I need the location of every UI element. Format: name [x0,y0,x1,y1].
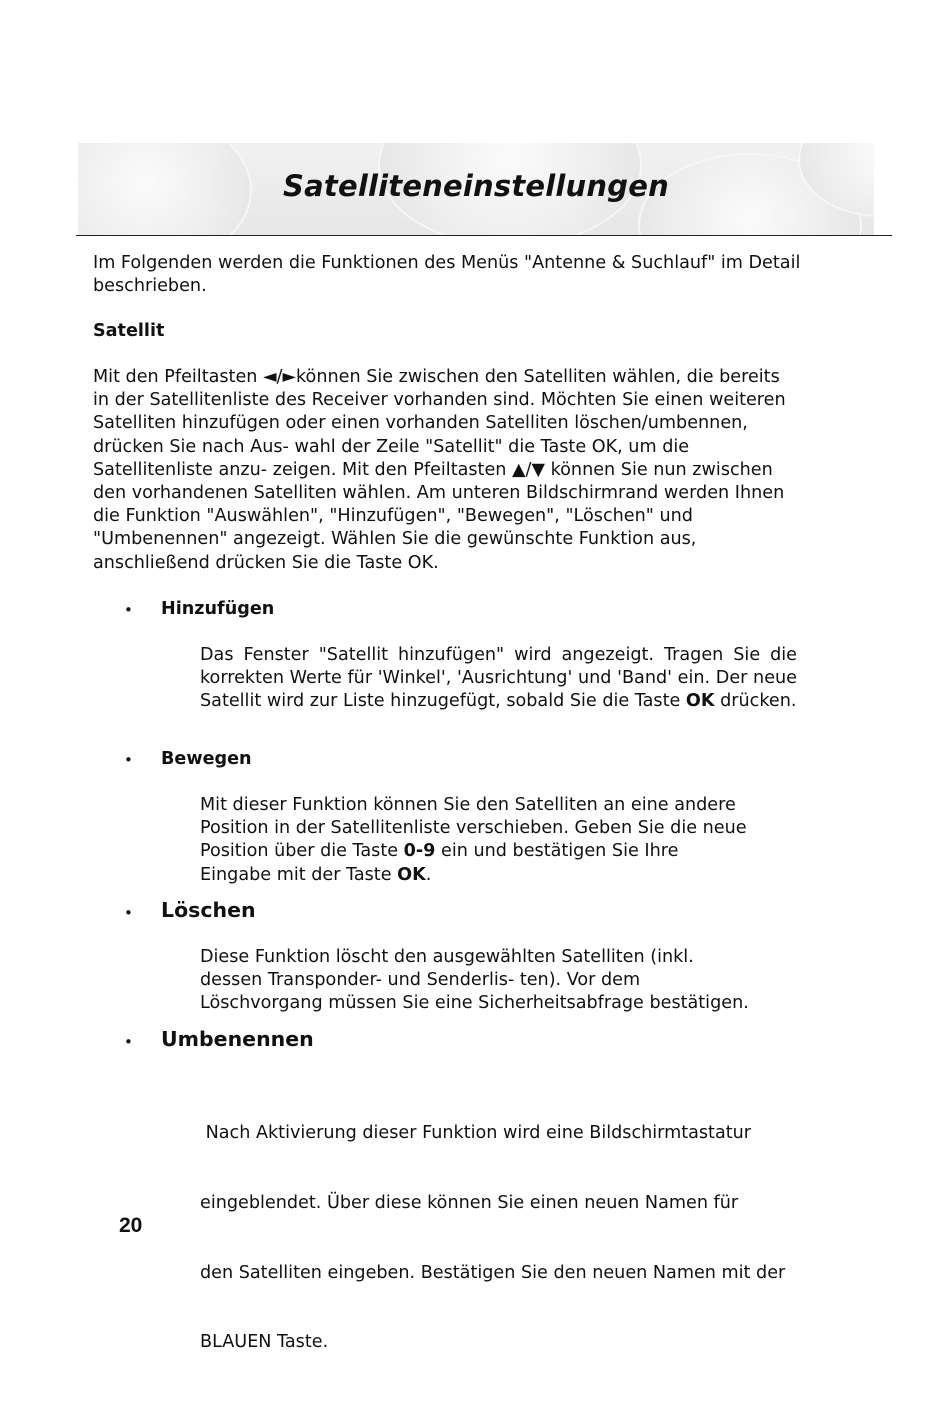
body-line: den vorhandenen Satelliten wählen. Am unteren Bildschirmrand werden Ihnen [93,483,785,504]
bullet-title-hinzufuegen: Hinzufügen [161,599,275,619]
bullet-line [200,864,840,887]
bullet-line: BLAUEN Taste. [200,1332,329,1353]
bullet-line: Mit dieser Funktion können Sie den Satelliten an eine andere [200,795,736,815]
intro-paragraph: Im Folgenden werden die Funktionen des Menüs "Antenne & Suchlauf" im Detail beschrieben. [93,253,801,297]
bullet-line [200,840,840,863]
bullet-title-loeschen: Löschen [161,898,256,922]
bullet-line: Löschvorgang müssen Sie eine Sicherheitsabfrage bestätigen. [200,993,749,1014]
body-line: die Funktion "Auswählen", "Hinzufügen", "Bewegen", "Löschen" und [93,506,693,527]
body-line: Satelliten hinzufügen oder einen vorhanden Satelliten löschen/umbennen, [93,413,748,434]
body-line: "Umbenennen" angezeigt. Wählen Sie die gewünschte Funktion aus, [93,529,697,550]
body-line: Satellitenliste anzu- zeigen. Mit den Pfeiltasten ▲/▼ können Sie nun zwischen [93,459,773,480]
bullet-line: dessen Transponder- und Senderlis- ten). Vor dem [200,970,641,991]
bullet-marker: • [124,751,133,769]
title-banner [78,143,874,235]
body-line: in der Satellitenliste des Receiver vorhanden sind. Möchten Sie einen weiteren [93,390,786,411]
section-body [93,366,873,575]
body-line: Mit den Pfeiltasten ◄/►können Sie zwischen den Satelliten wählen, die bereits [93,367,780,387]
key-label: OK [685,691,715,712]
page-title: Satelliteneinstellungen [283,169,669,203]
bullet-text-part: Das Fenster "Satellit hinzufügen" wird angezeigt. Tragen Sie die korrekten Werte für 'Winkel', 'Ausrichtung' und 'Band' ein. Der neue Satellit wird zur Liste hinzugefügt, sobald Sie die Taste [200,645,797,712]
bullet-text-part: Position über die Taste [200,841,404,862]
bullet-line: Diese Funktion löscht den ausgewählten Satelliten (inkl. [200,947,694,967]
bullet-marker: • [124,904,133,922]
title-divider [76,235,892,236]
body-line: drücken Sie nach Aus- wahl der Zeile "Satellit" die Taste OK, um die [93,436,690,457]
bullet-marker: • [124,601,133,619]
page-number: 20 [119,1214,143,1237]
bullet-line: eingeblendet. Über diese können Sie einen neuen Namen für [200,1193,739,1214]
bullet-title-bewegen: Bewegen [161,749,252,769]
bullet-text-bewegen [200,794,840,887]
bullet-line: den Satelliten eingeben. Bestätigen Sie den neuen Namen mit der [200,1262,786,1283]
bullet-title-umbenennen: Umbenennen [161,1027,314,1051]
section-heading: Satellit [93,321,165,341]
bullet-text-part: drücken. [714,691,797,712]
bullet-text-part: ein und bestätigen Sie Ihre [435,841,679,862]
body-line: anschließend drücken Sie die Taste OK. [93,552,439,573]
bullet-line: Position in der Satellitenliste verschieben. Geben Sie die neue [200,818,747,839]
key-label: OK [397,864,426,885]
bullet-line: Nach Aktivierung dieser Funktion wird eine Bildschirmtastatur [200,1123,752,1144]
bullet-text-umbenennen [200,1076,860,1378]
bullet-text-loeschen [200,946,840,1016]
bullet-marker: • [124,1033,133,1051]
bullet-text-part: . [425,864,432,885]
key-label: 0-9 [403,841,436,862]
bullet-text-hinzufuegen [200,644,797,714]
bullet-text-part: Eingabe mit der Taste [200,864,398,885]
